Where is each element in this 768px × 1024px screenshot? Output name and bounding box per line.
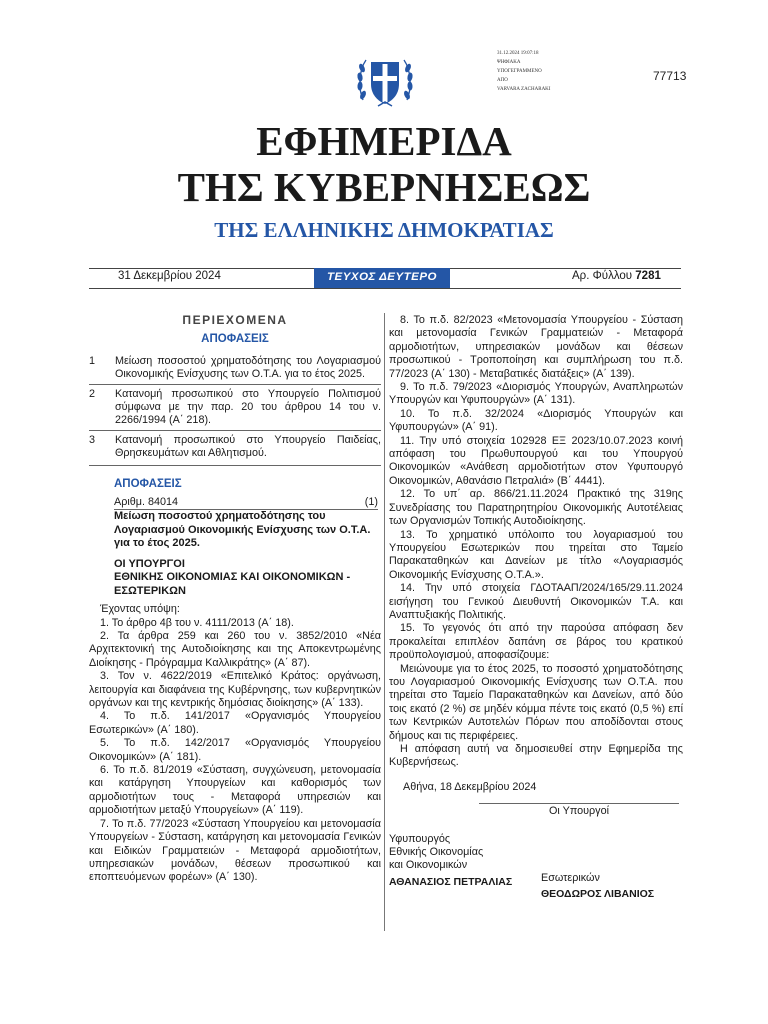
contents-bottom-rule	[89, 465, 381, 466]
publication-order: Η απόφαση αυτή να δημοσιευθεί στην Εφημερίδα της Κυβερνήσεως.	[389, 743, 683, 769]
consideration-paragraph: 6. Το π.δ. 81/2019 «Σύσταση, συγχώνευση, μετονομασία και κατάργηση Υπουργείων και καθορισμός των αρμοδιοτήτων τους - Μεταφορά υπηρεσιών και αρμοδιοτήτων μεταξύ Υπουργείων» (Α΄ 119).	[89, 764, 381, 817]
issue-date: 31 Δεκεμβρίου 2024	[118, 270, 221, 282]
contents-item-number: 2	[89, 387, 96, 400]
signers-heading: Οι Υπουργοί	[479, 803, 679, 818]
signer-name: ΑΘΑΝΑΣΙΟΣ ΠΕΤΡΑΛΙΑΣ	[389, 875, 513, 888]
decisions-heading: ΑΠΟΦΑΣΕΙΣ	[114, 477, 182, 490]
sheet-number	[572, 270, 661, 282]
decision-ref-number: Αριθμ. 84014	[114, 496, 178, 509]
ministers-line: ΕΘΝΙΚΗΣ ΟΙΚΟΝΟΜΙΑΣ ΚΑΙ ΟΙΚΟΝΟΜΙΚΩΝ -	[114, 571, 351, 584]
coat-of-arms-icon	[356, 50, 414, 110]
consideration-paragraph: 12. Το υπ΄ αρ. 866/21.11.2024 Πρακτικό της 319ης Συνεδρίασης του Παρατηρητηρίου Οικονομικής Αυτοτέλειας των Οργανισμών Τοπικής Αυτοδιοίκησης.	[389, 488, 683, 528]
sheet-number-value: 7281	[635, 270, 661, 282]
contents-item-text: Κατανομή προσωπικού στο Υπουργείο Πολιτισμού σύμφωνα με την παρ. 20 του άρθρου 14 του ν. 2266/1994 (A΄ 218).	[115, 387, 381, 427]
considerations-intro: Έχοντας υπόψη:	[100, 603, 180, 616]
signature-line: VARVARA ZACHARAKI	[497, 87, 551, 92]
decision-index: (1)	[364, 496, 378, 509]
contents-title: ΠΕΡΙΕΧΟΜΕΝΑ	[182, 313, 288, 327]
right-column	[389, 314, 683, 901]
contents-item[interactable]	[89, 352, 381, 385]
signatures	[389, 833, 683, 902]
contents-item[interactable]	[89, 385, 381, 431]
header-rule	[89, 288, 681, 289]
signer-name: ΘΕΟΔΩΡΟΣ ΛΙΒΑΝΙΟΣ	[541, 888, 655, 901]
decision-reference	[114, 496, 378, 510]
consideration-paragraph: 8. Το π.δ. 82/2023 «Μετονομασία Υπουργείου - Σύσταση και μετονομασία Γενικών Γραμματειών - Μεταφορά αρμοδιοτήτων, υπηρεσιακών μονάδων και θέσεων προσωπικού - Τροποποίηση και συμπλήρωση του π.δ. 77/2023 (Α΄ 130) - Μεταβατικές διατάξεις» (Α΄ 139).	[389, 314, 683, 380]
consideration-paragraph: 9. Το π.δ. 79/2023 «Διορισμός Υπουργών, Αναπληρωτών Υπουργών και Υφυπουργών» (Α΄ 131).	[389, 381, 683, 407]
signer-title: Εσωτερικών	[541, 871, 600, 884]
signer-1	[389, 833, 541, 902]
contents-section-heading: ΑΠΟΦΑΣΕΙΣ	[201, 333, 269, 346]
signer-title: Εθνικής Οικονομίας	[389, 846, 484, 859]
contents-item-number: 3	[89, 433, 96, 446]
consideration-paragraph: 15. Το γεγονός ότι από την παρούσα απόφαση δεν προκαλείται επιπλέον δαπάνη σε βάρος του κρατικού προϋπολογισμού, αποφασίζουμε:	[389, 622, 683, 662]
signature-line: ΑΠΟ	[497, 78, 508, 83]
signer-title: Υφυπουργός	[389, 832, 451, 845]
consideration-paragraph: 5. Το π.δ. 142/2017 «Οργανισμός Υπουργείου Οικονομικών» (Α΄ 181).	[89, 737, 381, 763]
column-divider	[384, 313, 385, 931]
digital-signature-stamp	[497, 49, 587, 94]
consideration-paragraph: 11. Την υπό στοιχεία 102928 ΕΞ 2023/10.07.2023 κοινή απόφαση του Πρωθυπουργού και του Υπουργού Οικονομικών «Ανάθεση αρμοδιοτήτων στον Υφυπουργό Οικονομικών, Αθανάσιο Πετραλιά» (Β΄ 4441).	[389, 434, 683, 487]
masthead-subtitle: ΤΗΣ ΚΥΒΕΡΝΗΣΕΩΣ	[177, 164, 591, 210]
consideration-paragraph: 3. Τον ν. 4622/2019 «Επιτελικό Κράτος: οργάνωση, λειτουργία και διαφάνεια της Κυβέρνησης, των κυβερνητικών οργάνων και της κεντρικής δημόσιας διοίκησης» (Α΄ 133).	[89, 670, 381, 710]
consideration-paragraph: 7. Το π.δ. 77/2023 «Σύσταση Υπουργείου και μετονομασία Υπουργείων - Σύσταση, κατάργηση και μετονομασία Γενικών και Ειδικών Γραμματειών - Μεταφορά αρμοδιοτήτων, υπηρεσιακών μονάδων, θέσεων προσωπικού και εποπτευόμενων φορέων» (Α΄ 130).	[89, 817, 381, 884]
sheet-label: Αρ. Φύλλου	[572, 270, 633, 282]
signer-title: και Οικονομικών	[389, 859, 468, 872]
issue-code: 77713	[653, 69, 687, 83]
contents-item-text: Κατανομή προσωπικού στο Υπουργείο Παιδείας, Θρησκευμάτων και Αθλητισμού.	[115, 433, 381, 460]
masthead-republic: ΤΗΣ ΕΛΛΗΝΙΚΗΣ ΔΗΜΟΚΡΑΤΙΑΣ	[214, 218, 554, 242]
contents-item[interactable]	[89, 431, 381, 463]
decision-body: Μειώνουμε για το έτος 2025, το ποσοστό χρηματοδότησης του Λογαριασμού Οικονομικής Ενίσχυσης των Ο.Τ.Α. που τηρείται στο Ταμείο Παρακαταθηκών και Δανείων, από δύο τοις εκατό (2 %) σε μηδέν κόμμα πέντε τοις εκατό (0,5 %) επί των Κεντρικών Αυτοτελών Πόρων που αποδίδονται στους δήμους και τις περιφέρειες.	[389, 662, 683, 742]
consideration-paragraph: 2. Τα άρθρα 259 και 260 του ν. 3852/2010 «Νέα Αρχιτεκτονική της Αυτοδιοίκησης και της Αποκεντρωμένης Διοίκησης - Πρόγραμμα Καλλικράτης» (Α΄ 87).	[89, 630, 381, 669]
issue-series-badge: ΤΕΥΧΟΣ ΔΕΥΤΕΡΟ	[314, 268, 450, 288]
place-date: Αθήνα, 18 Δεκεμβρίου 2024	[403, 780, 537, 793]
ministers-heading	[114, 558, 381, 598]
signature-line: ΥΠΟΓΕΓΡΑΜΜΕΝΟ	[497, 69, 542, 74]
consideration-paragraph: 4. Το π.δ. 141/2017 «Οργανισμός Υπουργείου Εσωτερικών» (Α΄ 180).	[89, 710, 381, 736]
consideration-paragraph: 14. Την υπό στοιχεία ΓΔΟΤΑΑΠ/2024/165/29.11.2024 εισήγηση του Γενικού Διευθυντή Οικονομικών Τ.Α. και Αναπτυξιακής Πολιτικής.	[389, 582, 683, 621]
contents-item-text: Μείωση ποσοστού χρηματοδότησης του Λογαριασμού Οικονομικής Ενίσχυσης των Ο.Τ.Α. για το έτος 2025.	[115, 354, 381, 381]
consideration-paragraph: 1. Το άρθρο 4β του ν. 4111/2013 (Α΄ 18).	[100, 616, 294, 629]
masthead-title: ΕΦΗΜΕΡΙΔΑ	[256, 118, 512, 164]
decision-title: Μείωση ποσοστού χρηματοδότησης του Λογαριασμού Οικονομικής Ενίσχυσης των Ο.Τ.Α. για το έτος 2025.	[114, 510, 371, 550]
consideration-paragraph: 10. Το π.δ. 32/2024 «Διορισμός Υπουργών και Υφυπουργών» (Α΄ 91).	[389, 407, 683, 434]
signer-2	[541, 833, 654, 902]
left-column	[89, 314, 381, 885]
signature-line: 31.12.2024 19:07:18	[497, 51, 539, 56]
contents-item-number: 1	[89, 354, 96, 367]
signature-line: ΨΗΦΙΑΚΑ	[497, 60, 521, 65]
ministers-line: ΟΙ ΥΠΟΥΡΓΟΙ	[114, 557, 185, 570]
consideration-paragraph: 13. Το χρηματικό υπόλοιπο του λογαριασμού του Υπουργείου Εσωτερικών που τηρείται στο Ταμείο Παρακαταθηκών και Δανείων με τίτλο «Λογαριασμός Οικονομικής Ενίσχυσης Ο.Τ.Α.».	[389, 528, 683, 581]
ministers-line: ΕΣΩΤΕΡΙΚΩΝ	[114, 584, 186, 597]
